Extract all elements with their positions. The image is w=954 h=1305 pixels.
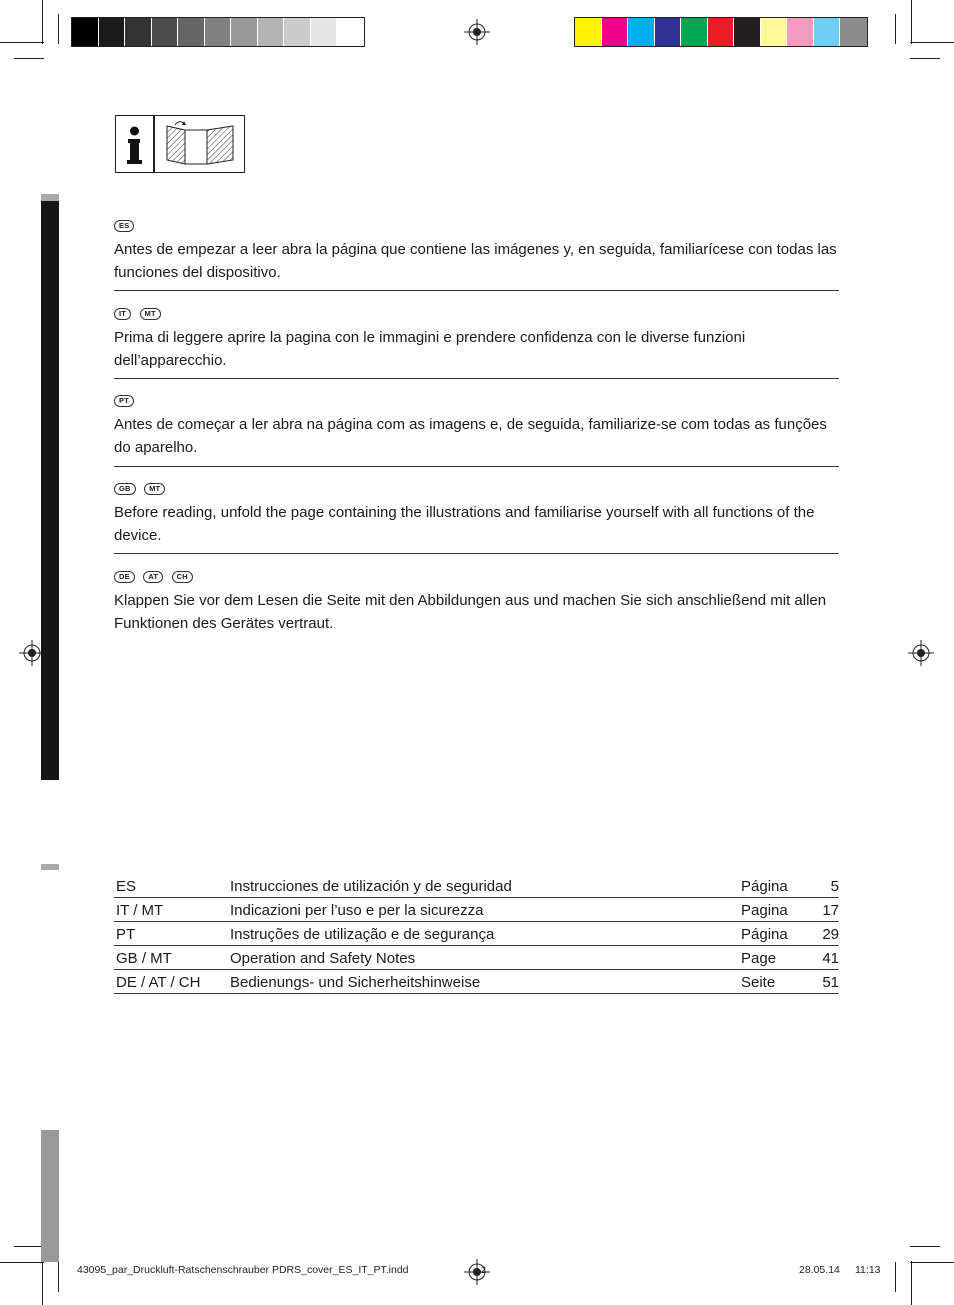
intro-section-pt xyxy=(114,392,839,459)
toc-page-word: Page xyxy=(741,946,801,970)
intro-section-gb xyxy=(114,480,839,547)
toc-title: Instruções de utilização e de segurança xyxy=(230,922,741,946)
intro-text: Klappen Sie vor dem Lesen die Seite mit den Abbildungen aus und machen Sie sich anschließend mit allen Funktionen des Gerätes vertraut. xyxy=(114,592,827,632)
crop-mark xyxy=(895,1262,896,1292)
binding-stripe-cap xyxy=(41,194,59,201)
gray-swatch xyxy=(258,18,285,46)
toc-page-number: 41 xyxy=(801,946,839,970)
crop-mark xyxy=(895,14,896,44)
language-badges xyxy=(114,217,839,235)
toc-page-number: 51 xyxy=(801,970,839,994)
process-color-bar xyxy=(574,17,868,47)
toc-language-code: IT / MT xyxy=(114,898,230,922)
toc-title: Indicazioni per l’uso e per la sicurezza xyxy=(230,898,741,922)
crop-mark xyxy=(910,1246,940,1247)
toc-row[interactable] xyxy=(114,970,839,994)
intro-text: Prima di leggere aprire la pagina con le immagini e prendere confidenza con le diverse funzioni dell’apparecchio. xyxy=(114,329,746,369)
toc-language-code: PT xyxy=(114,922,230,946)
toc-page-word: Pagina xyxy=(741,898,801,922)
crop-mark xyxy=(58,1262,59,1292)
intro-section-it xyxy=(114,305,839,372)
toc-page-number: 17 xyxy=(801,898,839,922)
crop-mark xyxy=(42,1261,43,1305)
toc-title: Instrucciones de utilización y de seguridad xyxy=(230,874,741,898)
binding-stripe xyxy=(41,201,59,780)
crop-mark xyxy=(14,58,44,59)
toc-row[interactable] xyxy=(114,946,839,970)
toc-page-word: Página xyxy=(741,922,801,946)
gray-swatch xyxy=(125,18,152,46)
language-badge: IT xyxy=(114,308,131,320)
crop-mark xyxy=(58,14,59,44)
toc-page-number: 29 xyxy=(801,922,839,946)
toc-page-word: Seite xyxy=(741,970,801,994)
process-color-swatch xyxy=(787,18,814,46)
section-divider xyxy=(114,466,839,467)
gray-swatch xyxy=(72,18,99,46)
process-color-swatch xyxy=(681,18,708,46)
gray-swatch xyxy=(152,18,179,46)
process-color-swatch xyxy=(628,18,655,46)
gray-swatch xyxy=(337,18,364,46)
language-badge: ES xyxy=(114,220,134,232)
registration-mark-icon xyxy=(464,19,490,45)
language-badge: CH xyxy=(172,571,193,583)
process-color-swatch xyxy=(655,18,682,46)
crop-mark xyxy=(42,0,43,44)
process-color-swatch xyxy=(814,18,841,46)
toc-language-code: DE / AT / CH xyxy=(114,970,230,994)
footer-page-number: 2 xyxy=(481,1265,487,1275)
binding-stripe-mark xyxy=(41,864,59,870)
unfold-page-icon xyxy=(154,115,245,173)
language-badge: GB xyxy=(114,483,136,495)
gray-swatch xyxy=(284,18,311,46)
process-color-swatch xyxy=(761,18,788,46)
intro-section-de xyxy=(114,568,839,635)
crop-mark xyxy=(910,58,940,59)
toc-row[interactable] xyxy=(114,874,839,898)
language-badge: DE xyxy=(114,571,135,583)
crop-mark xyxy=(911,0,912,44)
registration-mark-icon xyxy=(908,640,934,666)
gray-swatch xyxy=(311,18,338,46)
language-badge: AT xyxy=(143,571,163,583)
intro-text: Antes de empezar a leer abra la página que contiene las imágenes y, en seguida, familiarícese con todas las funciones del dispositivo. xyxy=(114,241,837,281)
toc-row[interactable] xyxy=(114,922,839,946)
footer-filename: 43095_par_Druckluft-Ratschenschrauber PDRS_cover_ES_IT_PT.indd xyxy=(77,1264,409,1276)
crop-mark xyxy=(0,1262,44,1263)
language-badge: MT xyxy=(140,308,161,320)
toc-title: Bedienungs- und Sicherheitshinweise xyxy=(230,970,741,994)
language-badges xyxy=(114,305,839,323)
crop-mark xyxy=(911,1261,912,1305)
process-color-swatch xyxy=(840,18,867,46)
language-badge: MT xyxy=(144,483,165,495)
intro-text: Before reading, unfold the page containing the illustrations and familiarise yourself with all functions of the device. xyxy=(114,504,815,544)
toc-language-code: ES xyxy=(114,874,230,898)
language-badges xyxy=(114,480,839,498)
process-color-swatch xyxy=(602,18,629,46)
footer-time: 11:13 xyxy=(855,1264,881,1276)
crop-mark xyxy=(14,1246,44,1247)
toc-page-number: 5 xyxy=(801,874,839,898)
process-color-swatch xyxy=(575,18,602,46)
intro-text: Antes de começar a ler abra na página com as imagens e, de seguida, familiarize-se com todas as funções do aparelho. xyxy=(114,416,827,456)
toc-row[interactable] xyxy=(114,898,839,922)
crop-mark xyxy=(910,1262,954,1263)
gray-swatch xyxy=(231,18,258,46)
table-of-contents xyxy=(114,874,839,994)
language-badges xyxy=(114,392,839,410)
section-divider xyxy=(114,378,839,379)
intro-section-es xyxy=(114,217,839,284)
language-badge: PT xyxy=(114,395,134,407)
footer-date: 28.05.14 xyxy=(799,1264,840,1276)
language-badges xyxy=(114,568,839,586)
section-divider xyxy=(114,290,839,291)
binding-stripe-bottom xyxy=(41,1130,59,1262)
section-divider xyxy=(114,553,839,554)
gray-swatch xyxy=(178,18,205,46)
toc-title: Operation and Safety Notes xyxy=(230,946,741,970)
toc-language-code: GB / MT xyxy=(114,946,230,970)
crop-mark xyxy=(910,42,954,43)
gray-swatch xyxy=(205,18,232,46)
grayscale-color-bar xyxy=(71,17,365,47)
gray-swatch xyxy=(99,18,126,46)
info-icon xyxy=(115,115,154,173)
process-color-swatch xyxy=(734,18,761,46)
toc-page-word: Página xyxy=(741,874,801,898)
registration-mark-icon xyxy=(464,1259,490,1285)
process-color-swatch xyxy=(708,18,735,46)
crop-mark xyxy=(0,42,44,43)
